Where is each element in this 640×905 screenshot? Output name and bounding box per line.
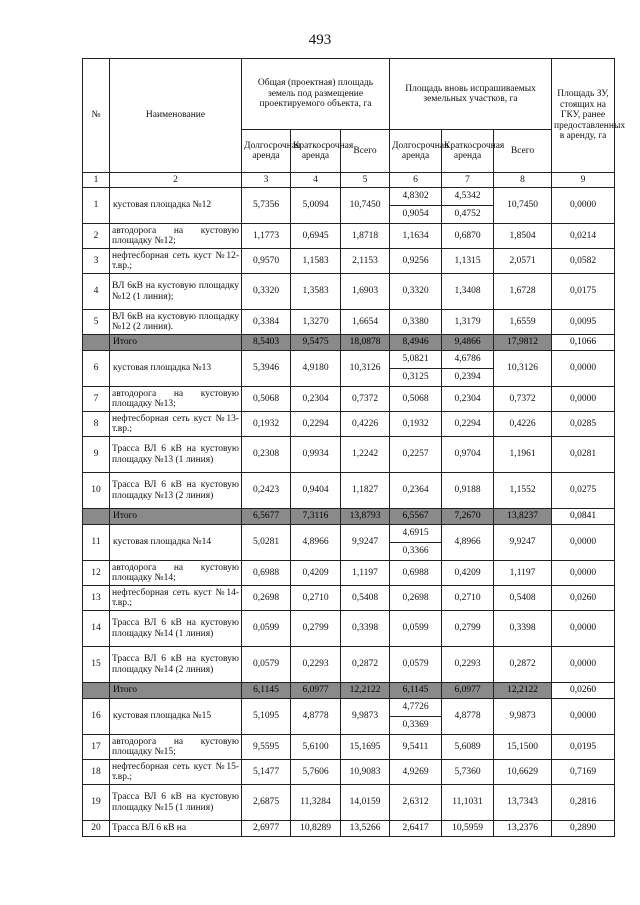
requested-short-term: 1,3179 [442,310,494,335]
total-area: 10,9083 [341,760,390,785]
gku-area: 0,2816 [552,785,615,821]
long-term-area: 0,0599 [242,611,291,647]
table-row [83,561,615,586]
table-row [83,310,615,335]
subtotal-value: 9,5475 [291,335,341,351]
table-row [83,188,615,206]
short-term-area: 5,0094 [291,188,341,224]
requested-long-term: 0,9256 [390,249,442,274]
total-area: 15,1695 [341,735,390,760]
requested-short-term: 10,5959 [442,821,494,837]
short-term-area: 1,1583 [291,249,341,274]
subtotal-row [83,683,615,699]
row-number: 9 [83,437,110,473]
colnum: 9 [552,173,615,188]
total-area: 1,6654 [341,310,390,335]
requested-total: 9,9247 [494,525,552,561]
total-area: 10,3126 [341,351,390,387]
long-term-area: 5,3946 [242,351,291,387]
requested-total: 1,6559 [494,310,552,335]
total-area: 2,1153 [341,249,390,274]
requested-short-term: 11,1031 [442,785,494,821]
subtotal-value: 17,9812 [494,335,552,351]
requested-total: 9,9873 [494,699,552,735]
gku-area: 0,0000 [552,188,615,224]
object-name: автодорога на кустовую площадку №14; [110,561,242,586]
long-term-area: 2,6977 [242,821,291,837]
requested-long-term: 0,2698 [390,586,442,611]
object-name: кустовая площадка №15 [110,699,242,735]
row-number: 12 [83,561,110,586]
requested-total: 0,2872 [494,647,552,683]
requested-long-term: 5,0821 [390,351,442,369]
subtotal-value: 6,1145 [390,683,442,699]
requested-short-term: 0,9188 [442,473,494,509]
requested-total: 10,6629 [494,760,552,785]
total-area: 0,3398 [341,611,390,647]
row-number: 10 [83,473,110,509]
total-area: 0,7372 [341,387,390,412]
requested-total: 1,1552 [494,473,552,509]
row-number: 11 [83,525,110,561]
table-row [83,412,615,437]
requested-long-term: 2,6417 [390,821,442,837]
object-name: ВЛ 6кВ на кустовую площадку №12 (1 линия); [110,274,242,310]
long-term-area: 2,6875 [242,785,291,821]
subtotal-value: 0,0260 [552,683,615,699]
object-name: Трасса ВЛ 6 кВ на кустовую площадку №14 (2 линия) [110,647,242,683]
gku-area: 0,7169 [552,760,615,785]
requested-short-term: 4,8778 [442,699,494,735]
total-area: 13,5266 [341,821,390,837]
requested-long-term: 0,5068 [390,387,442,412]
total-area: 9,9873 [341,699,390,735]
total-area: 1,1197 [341,561,390,586]
requested-total: 0,5408 [494,586,552,611]
total-area: 0,5408 [341,586,390,611]
short-term-area: 0,6945 [291,224,341,249]
requested-total: 2,0571 [494,249,552,274]
requested-short-term: 1,3408 [442,274,494,310]
long-term-area: 1,1773 [242,224,291,249]
row-number: 2 [83,224,110,249]
object-name: кустовая площадка №13 [110,351,242,387]
short-term-area: 4,8778 [291,699,341,735]
row-number: 16 [83,699,110,735]
total-area: 1,8718 [341,224,390,249]
long-term-area: 9,5595 [242,735,291,760]
object-name: нефтесборная сеть куст №12-т.вр.; [110,249,242,274]
table-row [83,760,615,785]
gku-area: 0,0000 [552,525,615,561]
short-term-area: 0,2304 [291,387,341,412]
subtotal-row [83,509,615,525]
subtotal-value: 0,0841 [552,509,615,525]
colnum: 4 [291,173,341,188]
object-name: Трасса ВЛ 6 кВ на [110,821,242,837]
table-row [83,647,615,683]
subtotal-value: 7,3116 [291,509,341,525]
row-number: 5 [83,310,110,335]
row-number: 3 [83,249,110,274]
long-term-area: 0,6988 [242,561,291,586]
gku-area: 0,0095 [552,310,615,335]
subtotal-value: 0,1066 [552,335,615,351]
requested-long-term-part: 0,3366 [390,543,442,561]
long-term-area: 0,0579 [242,647,291,683]
row-number: 6 [83,351,110,387]
total-area: 0,2872 [341,647,390,683]
requested-long-term: 4,8302 [390,188,442,206]
requested-long-term-part: 0,9054 [390,206,442,224]
row-number: 17 [83,735,110,760]
requested-total: 1,1197 [494,561,552,586]
requested-total: 10,7450 [494,188,552,224]
object-name: Трасса ВЛ 6 кВ на кустовую площадку №13 (1 линия) [110,437,242,473]
short-term-area: 1,3270 [291,310,341,335]
requested-total: 13,2376 [494,821,552,837]
requested-long-term: 0,1932 [390,412,442,437]
short-term-area: 0,9404 [291,473,341,509]
requested-long-term: 4,9269 [390,760,442,785]
total-area: 10,7450 [341,188,390,224]
requested-long-term: 0,0579 [390,647,442,683]
short-term-area: 5,6100 [291,735,341,760]
long-term-area: 0,3320 [242,274,291,310]
table-row [83,525,615,543]
table-row [83,387,615,412]
gku-area: 0,0260 [552,586,615,611]
gku-area: 0,0582 [552,249,615,274]
header-gku-area: Площадь ЗУ, стоящих на ГКУ, ранее предоставленных в аренду, га [552,59,615,173]
long-term-area: 5,1477 [242,760,291,785]
total-area: 0,4226 [341,412,390,437]
header-short-term: Краткосрочная аренда [291,130,341,173]
row-number: 18 [83,760,110,785]
table-row [83,249,615,274]
table-row [83,473,615,509]
header-requested-area: Площадь вновь испрашиваемых земельных участков, га [390,59,552,130]
colnum: 3 [242,173,291,188]
table-row [83,437,615,473]
gku-area: 0,0000 [552,351,615,387]
gku-area: 0,0000 [552,561,615,586]
object-name: Трасса ВЛ 6 кВ на кустовую площадку №13 (2 линия) [110,473,242,509]
requested-long-term: 0,6988 [390,561,442,586]
colnum: 2 [110,173,242,188]
requested-long-term: 0,3320 [390,274,442,310]
requested-long-term: 2,6312 [390,785,442,821]
header-name: Наименование [110,59,242,173]
table-row [83,735,615,760]
table-row [83,821,615,837]
long-term-area: 0,1932 [242,412,291,437]
land-area-table [82,58,626,837]
short-term-area: 5,7606 [291,760,341,785]
gku-area: 0,0000 [552,647,615,683]
subtotal-value: 6,1145 [242,683,291,699]
requested-long-term: 9,5411 [390,735,442,760]
short-term-area: 10,8289 [291,821,341,837]
requested-long-term: 1,1634 [390,224,442,249]
long-term-area: 5,0281 [242,525,291,561]
subtotal-value: 7,2670 [442,509,494,525]
subtotal-label: Итого [110,509,242,525]
table-row [83,611,615,647]
object-name: ВЛ 6кВ на кустовую площадку №12 (2 линия). [110,310,242,335]
requested-total: 0,7372 [494,387,552,412]
subtotal-value: 13,8793 [341,509,390,525]
requested-total: 1,1961 [494,437,552,473]
requested-short-term: 0,2293 [442,647,494,683]
total-area: 1,1827 [341,473,390,509]
header-long-term: Долгосрочная аренда [242,130,291,173]
gku-area: 0,0281 [552,437,615,473]
colnum: 1 [83,173,110,188]
subtotal-value: 6,0977 [291,683,341,699]
subtotal-label: Итого [110,683,242,699]
object-name: нефтесборная сеть куст №13-т.вр.; [110,412,242,437]
requested-short-term: 0,2710 [442,586,494,611]
requested-long-term: 4,7726 [390,699,442,717]
header-total-area: Общая (проектная) площадь земель под размещение проектируемого объекта, га [242,59,390,130]
subtotal-label: Итого [110,335,242,351]
requested-short-term: 5,6089 [442,735,494,760]
row-number: 8 [83,412,110,437]
subtotal-num-cell [83,683,110,699]
gku-area: 0,0285 [552,412,615,437]
table-row [83,586,615,611]
column-numbers-row [83,173,615,188]
requested-total: 13,7343 [494,785,552,821]
page-number: 493 [308,32,332,48]
gku-area: 0,0275 [552,473,615,509]
subtotal-value: 8,4946 [390,335,442,351]
short-term-area: 4,9180 [291,351,341,387]
short-term-area: 0,9934 [291,437,341,473]
requested-short-term: 0,4209 [442,561,494,586]
table-row [83,351,615,369]
requested-long-term: 0,2257 [390,437,442,473]
short-term-area: 1,3583 [291,274,341,310]
subtotal-row [83,335,615,351]
object-name: нефтесборная сеть куст №14-т.вр.; [110,586,242,611]
total-area: 1,6903 [341,274,390,310]
object-name: автодорога на кустовую площадку №13; [110,387,242,412]
long-term-area: 0,2423 [242,473,291,509]
row-number: 15 [83,647,110,683]
requested-total: 1,6728 [494,274,552,310]
object-name: нефтесборная сеть куст №15-т.вр.; [110,760,242,785]
subtotal-value: 6,5677 [242,509,291,525]
gku-area: 0,0000 [552,387,615,412]
row-number: 4 [83,274,110,310]
long-term-area: 0,2308 [242,437,291,473]
requested-short-term-part: 0,4752 [442,206,494,224]
long-term-area: 5,7356 [242,188,291,224]
object-name: автодорога на кустовую площадку №15; [110,735,242,760]
table-row [83,699,615,717]
total-area: 14,0159 [341,785,390,821]
row-number: 13 [83,586,110,611]
header-num: № [83,59,110,173]
table-row [83,224,615,249]
requested-long-term: 0,3380 [390,310,442,335]
gku-area: 0,0214 [552,224,615,249]
short-term-area: 4,8966 [291,525,341,561]
requested-short-term: 4,6786 [442,351,494,369]
gku-area: 0,0175 [552,274,615,310]
subtotal-value: 6,5567 [390,509,442,525]
table-row [83,274,615,310]
long-term-area: 0,9570 [242,249,291,274]
subtotal-value: 6,0977 [442,683,494,699]
row-number: 19 [83,785,110,821]
colnum: 7 [442,173,494,188]
object-name: кустовая площадка №14 [110,525,242,561]
requested-long-term-part: 0,3369 [390,717,442,735]
header-short-term-2: Краткосрочная аренда [442,130,494,173]
long-term-area: 0,5068 [242,387,291,412]
gku-area: 0,2890 [552,821,615,837]
short-term-area: 0,2293 [291,647,341,683]
requested-short-term-part: 0,2394 [442,369,494,387]
row-number: 20 [83,821,110,837]
row-number: 14 [83,611,110,647]
subtotal-num-cell [83,335,110,351]
requested-total: 0,3398 [494,611,552,647]
colnum: 5 [341,173,390,188]
requested-short-term: 0,9704 [442,437,494,473]
subtotal-value: 8,5403 [242,335,291,351]
requested-short-term: 4,8966 [442,525,494,561]
long-term-area: 0,2698 [242,586,291,611]
row-number: 1 [83,188,110,224]
gku-area: 0,0195 [552,735,615,760]
subtotal-value: 18,0878 [341,335,390,351]
gku-area: 0,0000 [552,699,615,735]
row-number: 7 [83,387,110,412]
requested-short-term: 0,2294 [442,412,494,437]
requested-total: 15,1500 [494,735,552,760]
long-term-area: 0,3384 [242,310,291,335]
requested-long-term: 0,0599 [390,611,442,647]
long-term-area: 5,1095 [242,699,291,735]
colnum: 8 [494,173,552,188]
object-name: Трасса ВЛ 6 кВ на кустовую площадку №15 (1 линия) [110,785,242,821]
requested-total: 10,3126 [494,351,552,387]
header-total: Всего [341,130,390,173]
requested-long-term: 4,6915 [390,525,442,543]
object-name: кустовая площадка №12 [110,188,242,224]
object-name: автодорога на кустовую площадку №12; [110,224,242,249]
total-area: 1,2242 [341,437,390,473]
header-long-term-2: Долгосрочная аренда [390,130,442,173]
requested-total: 1,8504 [494,224,552,249]
subtotal-value: 9,4866 [442,335,494,351]
requested-short-term: 4,5342 [442,188,494,206]
short-term-area: 0,2710 [291,586,341,611]
total-area: 9,9247 [341,525,390,561]
header-total-2: Всего [494,130,552,173]
requested-short-term: 0,2304 [442,387,494,412]
requested-short-term: 1,1315 [442,249,494,274]
subtotal-value: 12,2122 [494,683,552,699]
requested-short-term: 0,6870 [442,224,494,249]
subtotal-value: 13,8237 [494,509,552,525]
short-term-area: 11,3284 [291,785,341,821]
short-term-area: 0,2799 [291,611,341,647]
subtotal-value: 12,2122 [341,683,390,699]
requested-long-term: 0,2364 [390,473,442,509]
short-term-area: 0,2294 [291,412,341,437]
requested-short-term: 5,7360 [442,760,494,785]
table-row [83,785,615,821]
requested-total: 0,4226 [494,412,552,437]
short-term-area: 0,4209 [291,561,341,586]
object-name: Трасса ВЛ 6 кВ на кустовую площадку №14 (1 линия) [110,611,242,647]
requested-long-term-part: 0,3125 [390,369,442,387]
requested-short-term: 0,2799 [442,611,494,647]
gku-area: 0,0000 [552,611,615,647]
subtotal-num-cell [83,509,110,525]
colnum: 6 [390,173,442,188]
